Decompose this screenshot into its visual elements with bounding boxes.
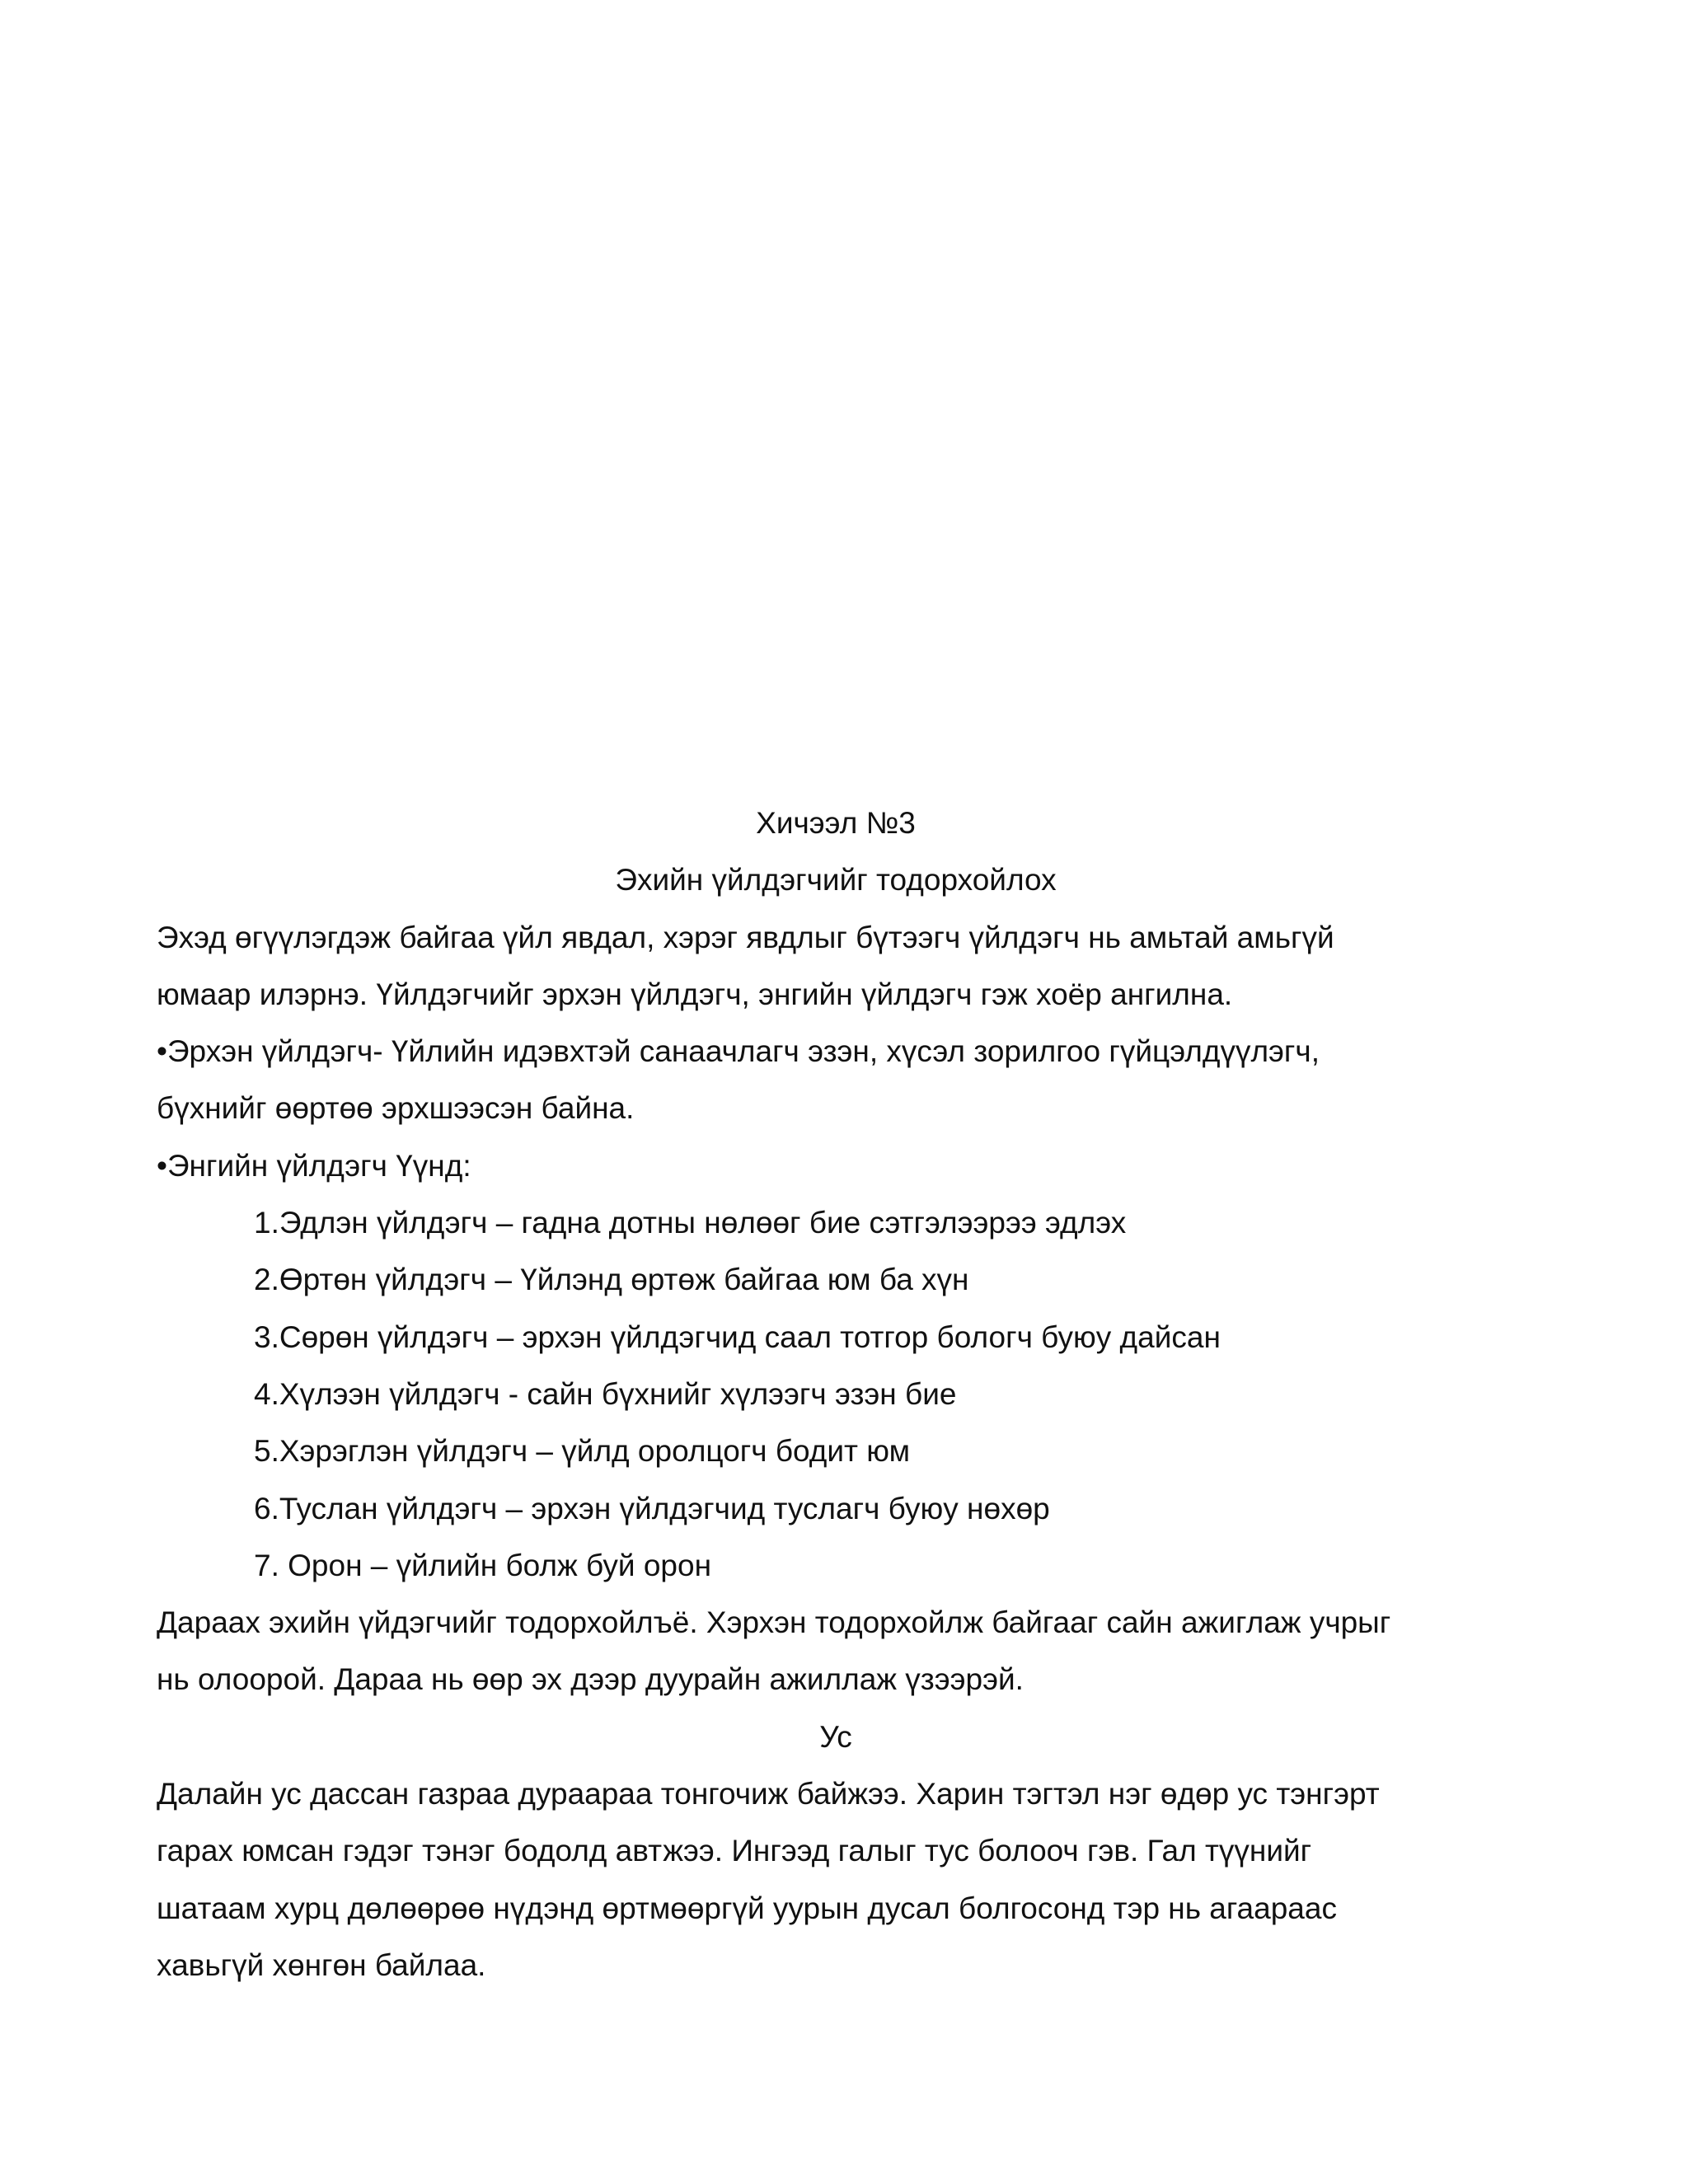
story-line: хавьгүй хөнгөн байлаа. <box>157 1947 486 1982</box>
story-line: Далайн ус дассан газраа дураараа тонгочиж байжээ. Харин тэгтэл нэг өдөр ус тэнгэрт <box>157 1777 1380 1811</box>
list-item: 1.Эдлэн үйлдэгч – гадна дотны нөлөөг бие сэтгэлээрээ эдлэх <box>254 1206 1127 1240</box>
task-line: Дараах эхийн үйдэгчийг тодорхойлъё. Хэрхэн тодорхойлж байгааг сайн ажиглаж учрыг <box>157 1605 1391 1640</box>
list-item: 2.Өртөн үйлдэгч – Үйлэнд өртөж байгаа юм ба хүн <box>254 1263 969 1297</box>
story-line: шатаам хурц дөлөөрөө нүдэнд өртмөөргүй уурын дусал болгосонд тэр нь агаараас <box>157 1891 1337 1925</box>
story-line: гарах юмсан гэдэг тэнэг бодолд автжээ. Ингээд галыг тус болооч гэв. Гал түүнийг <box>157 1834 1312 1868</box>
intro-line: юмаар илэрнэ. Үйлдэгчийг эрхэн үйлдэгч, энгийн үйлдэгч гэж хоёр ангилна. <box>157 977 1233 1011</box>
list-item: 3.Сөрөн үйлдэгч – эрхэн үйлдэгчид саал тотгор бологч буюу дайсан <box>254 1319 1221 1354</box>
list-item: 5.Хэрэглэн үйлдэгч – үйлд оролцогч бодит юм <box>254 1434 911 1469</box>
task-line: нь олоорой. Дараа нь өөр эх дээр дуурайн ажиллаж үзээрэй. <box>157 1662 1024 1697</box>
story-title: Ус <box>819 1719 852 1754</box>
bullet-common: •Энгийн үйлдэгч Үүнд: <box>157 1148 471 1183</box>
bullet-main-line: •Эрхэн үйлдэгч- Үйлийн идэвхтэй санаачлагч эзэн, хүсэл зорилгоо гүйцэлдүүлэгч, <box>157 1034 1320 1069</box>
list-item: 4.Хүлээн үйлдэгч - сайн бүхнийг хүлээгч эзэн бие <box>254 1376 957 1411</box>
intro-line: Эхэд өгүүлэгдэж байгаа үйл явдал, хэрэг явдлыг бүтээгч үйлдэгч нь амьтай амьгүй <box>157 920 1334 954</box>
lesson-title: Хичээл №3 <box>756 806 916 840</box>
bullet-main-line: бүхнийг өөртөө эрхшээсэн байна. <box>157 1091 635 1126</box>
list-item: 7. Орон – үйлийн болж буй орон <box>254 1548 712 1582</box>
lesson-subtitle: Эхийн үйлдэгчийг тодорхойлох <box>615 863 1057 898</box>
list-item: 6.Туслан үйлдэгч – эрхэн үйлдэгчид туслагч буюу нөхөр <box>254 1491 1050 1526</box>
document-body <box>157 794 1558 1994</box>
